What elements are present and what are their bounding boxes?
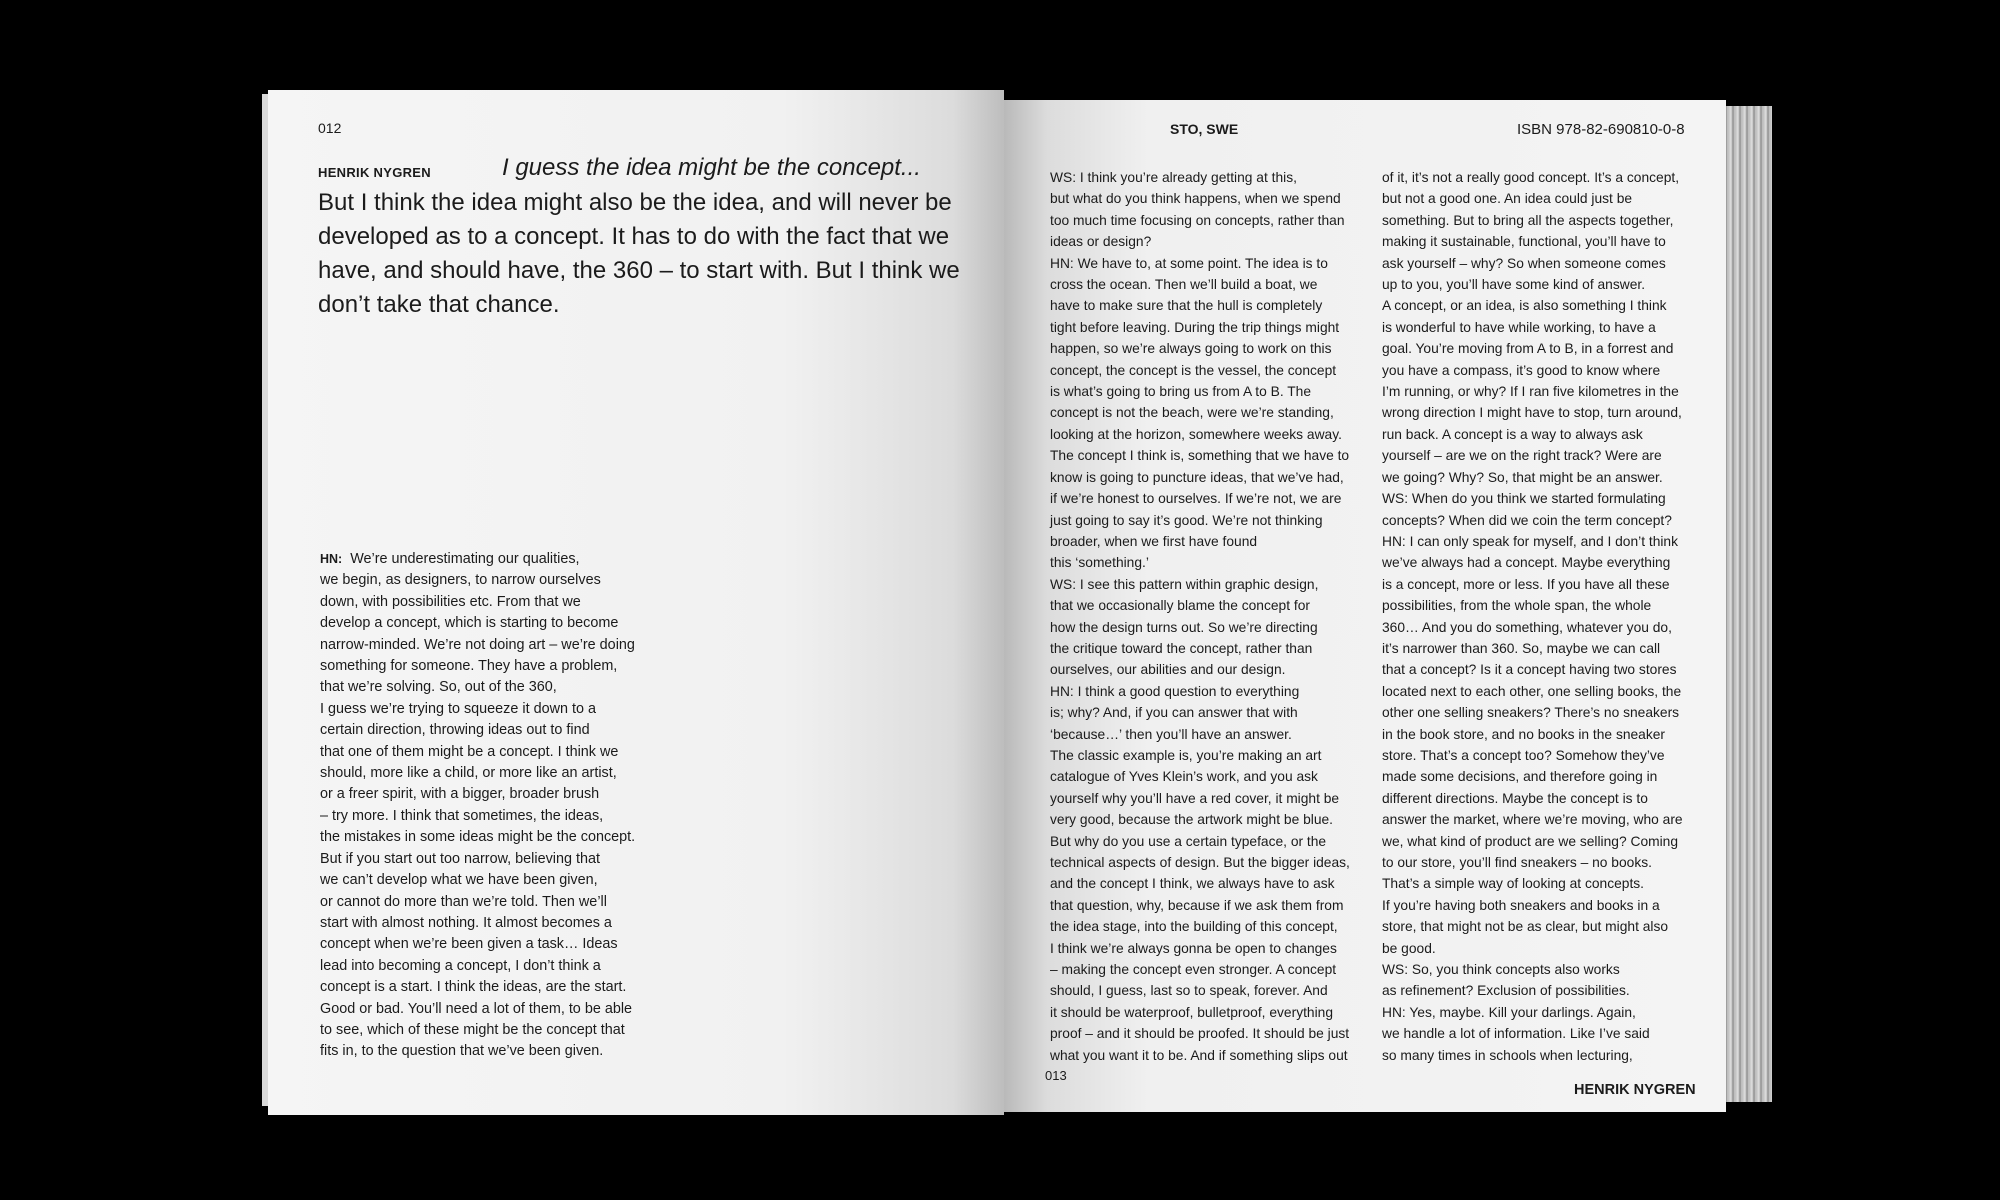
pull-quote-italic: I guess the idea might be the concept... — [502, 154, 921, 181]
speaker-label: HN: — [320, 552, 343, 566]
location: STO, SWE — [1170, 121, 1239, 137]
right-page-number: 013 — [1045, 1068, 1067, 1083]
right-column-1: WS: I think you’re already getting at this, but what do you think happens, when we spend too much time focusing on concepts, rather than ideas or design? HN: We have to, at some point. The idea is to cross the ocean. Then we’ll build a boat, we have to make sure that the hull is completely tight before leaving. During the trip things might happen, so we’re always going to work on this concept, the concept is the vessel, the concept is what’s going to bring us from A to B. The concept is not the beach, were we’re standing, looking at the horizon, somewhere weeks away. The concept I think is, something that we have to know is going to puncture ideas, that we’ve had, if we’re honest to ourselves. If we’re not, we are just going to say it’s good. We’re not thinking broader, when we first have found this ‘something.’ WS: I see this pattern within graphic design, that we occasionally blame the concept for how the design turns out. So we’re directing the critique toward the concept, rather than ourselves, our abilities and our design. HN: I think a good question to everything is; why? And, if you can answer that with ‘because…’ then you’ll have an answer. The classic example is, you’re making an art catalogue of Yves Klein’s work, and you ask yourself why you’ll have a red cover, it might be very good, because the artwork might be blue. But why do you use a certain typeface, or the technical aspects of design. But the bigger ideas, and the concept I think, we always have to ask that question, why, because if we ask them from the idea stage, into the building of this concept, I think we’re always gonna be open to changes – making the concept even stronger. A concept should, I guess, last so to speak, forever. And it should be waterproof, bulletproof, everything proof – and it should be proofed. It should be just what you want it to be. And if something slips out — [1050, 170, 1350, 1063]
left-author: HENRIK NYGREN — [318, 165, 431, 180]
left-page-number: 012 — [318, 120, 342, 136]
isbn: ISBN 978-82-690810-0-8 — [1517, 121, 1685, 138]
left-body — [320, 549, 660, 1063]
left-body-text: We’re underestimating our qualities, we begin, as designers, to narrow ourselves down, with possibilities etc. From that we develop a concept, which is starting to become narrow-minded. We’re not doing art – we’re doing something for someone. They have a problem, that we’re solving. So, out of the 360, I guess we’re trying to squeeze it down to a certain direction, throwing ideas out to find that one of them might be a concept. I think we should, more like a child, or more like an artist, or a freer spirit, with a bigger, broader brush – try more. I think that sometimes, the ideas, the mistakes in some ideas might be the concept. But if you start out too narrow, believing that we can’t develop what we have been given, or cannot do more than we’re told. Then we’ll start with almost nothing. It almost becomes a concept when we’re been given a task… Ideas lead into becoming a concept, I don’t think a concept is a start. I think the ideas, are the start. Good or bad. You’ll need a lot of them, to be able to see, which of these might be the concept that fits in, to the question that we’ve been given. — [320, 551, 636, 1060]
pull-quote: But I think the idea might also be the idea, and will never be developed as to a concept. It has to do with the fact that we have, and should have, the 360 – to start with. But I think we don’t take that chance. — [318, 189, 960, 318]
right-author: HENRIK NYGREN — [1574, 1082, 1696, 1098]
right-column-2: of it, it’s not a really good concept. It’s a concept, but not a good one. An idea could just be something. But to bring all the aspects together, making it sustainable, functional, you’ll have to ask yourself – why? So when someone comes up to you, you’ll have some kind of answer. A concept, or an idea, is also something I think is wonderful to have while working, to have a goal. You’re moving from A to B, in a forrest and you have a compass, it’s good to know where I’m running, or why? If I ran five kilometres in the wrong direction I might have to stop, turn around, run back. A concept is a way to always ask yourself – are we on the right track? Were are we going? Why? So, that might be an answer. WS: When do you think we started formulating concepts? When did we coin the term concept? HN: I can only speak for myself, and I don’t think we’ve always had a concept. Maybe everything is a concept, more or less. If you have all these possibilities, from the whole span, the whole 360… And you do something, whatever you do, it’s narrower than 360. So, maybe we can call that a concept? Is it a concept having two stores located next to each other, one selling books, the other one selling sneakers? There’s no sneakers in the book store, and no books in the sneaker store. That’s a concept too? Somehow they’ve made some decisions, and therefore going in different directions. Maybe the concept is to answer the market, where we’re moving, who are we, what kind of product are we selling? Coming to our store, you’ll find sneakers – no books. That’s a simple way of looking at concepts. If you’re having both sneakers and books in a store, that might not be as clear, but might also be good. WS: So, you think concepts also works as refinement? Exclusion of possibilities. HN: Yes, maybe. Kill your darlings. Again, we handle a lot of information. Like I’ve said so many times in schools when lecturing, — [1382, 170, 1683, 1063]
